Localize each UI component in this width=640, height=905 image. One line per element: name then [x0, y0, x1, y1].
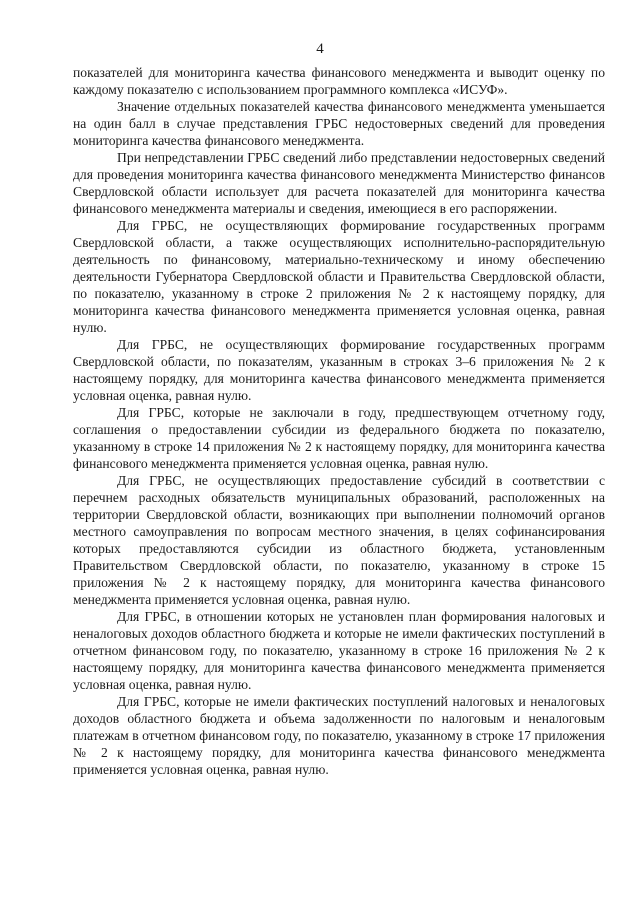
paragraph: При непредставлении ГРБС сведений либо представлении недостоверных сведений для проведения мониторинга качества финансового менеджмента Министерство финансов Свердловской области использует для расчета показателей для мониторинга качества финансового менеджмента материалы и сведения, имеющиеся в его распоряжении. [73, 150, 605, 216]
paragraph: Для ГРБС, которые не имели фактических поступлений налоговых и неналоговых доходов областного бюджета и объема задолженности по налоговым и неналоговым платежам в отчетном финансовом году, по показателю, указанному в строке 17 приложения № 2 к настоящему порядку, для мониторинга качества финансового менеджмента применяется условная оценка, равная нулю. [73, 694, 605, 777]
paragraph-continued: показателей для мониторинга качества финансового менеджмента и выводит оценку по каждому показателю с использованием программного комплекса «ИСУФ». [73, 65, 605, 97]
document-body [73, 64, 605, 778]
paragraph: Значение отдельных показателей качества финансового менеджмента уменьшается на один балл в случае представления ГРБС недостоверных сведений для проведения мониторинга качества финансового менеджмента. [73, 99, 605, 148]
page-number: 4 [316, 41, 324, 57]
paragraph: Для ГРБС, в отношении которых не установлен план формирования налоговых и неналоговых доходов областного бюджета и которые не имели фактических поступлений в отчетном финансовом году, по показателю, указанному в строке 16 приложения № 2 к настоящему порядку, для мониторинга качества финансового менеджмента применяется условная оценка, равная нулю. [73, 609, 605, 692]
paragraph: Для ГРБС, которые не заключали в году, предшествующем отчетному году, соглашения о предоставлении субсидии из федерального бюджета по показателю, указанному в строке 14 приложения № 2 к настоящему порядку, для мониторинга качества финансового менеджмента применяется условная оценка, равная нулю. [73, 405, 605, 471]
paragraph: Для ГРБС, не осуществляющих формирование государственных программ Свердловской области, по показателям, указанным в строках 3–6 приложения № 2 к настоящему порядку, для мониторинга качества финансового менеджмента применяется условная оценка, равная нулю. [73, 337, 605, 403]
paragraph: Для ГРБС, не осуществляющих предоставление субсидий в соответствии с перечнем расходных обязательств муниципальных образований, расположенных на территории Свердловской области, возникающих при выполнении полномочий органов местного самоуправления по вопросам местного значения, в целях софинансирования которых предоставляются субсидии из областного бюджета, установленным Правительством Свердловской области, по показателю, указанному в строке 15 приложения № 2 к настоящему порядку, для мониторинга качества финансового менеджмента применяется условная оценка, равная нулю. [73, 473, 605, 607]
paragraph: Для ГРБС, не осуществляющих формирование государственных программ Свердловской области, а также осуществляющих исполнительно-распорядительную деятельность по финансовому, материально-техническому и иному обеспечению деятельности Губернатора Свердловской области и Правительства Свердловской области, по показателю, указанному в строке 2 приложения № 2 к настоящему порядку, для мониторинга качества финансового менеджмента применяется условная оценка, равная нулю. [73, 218, 605, 335]
